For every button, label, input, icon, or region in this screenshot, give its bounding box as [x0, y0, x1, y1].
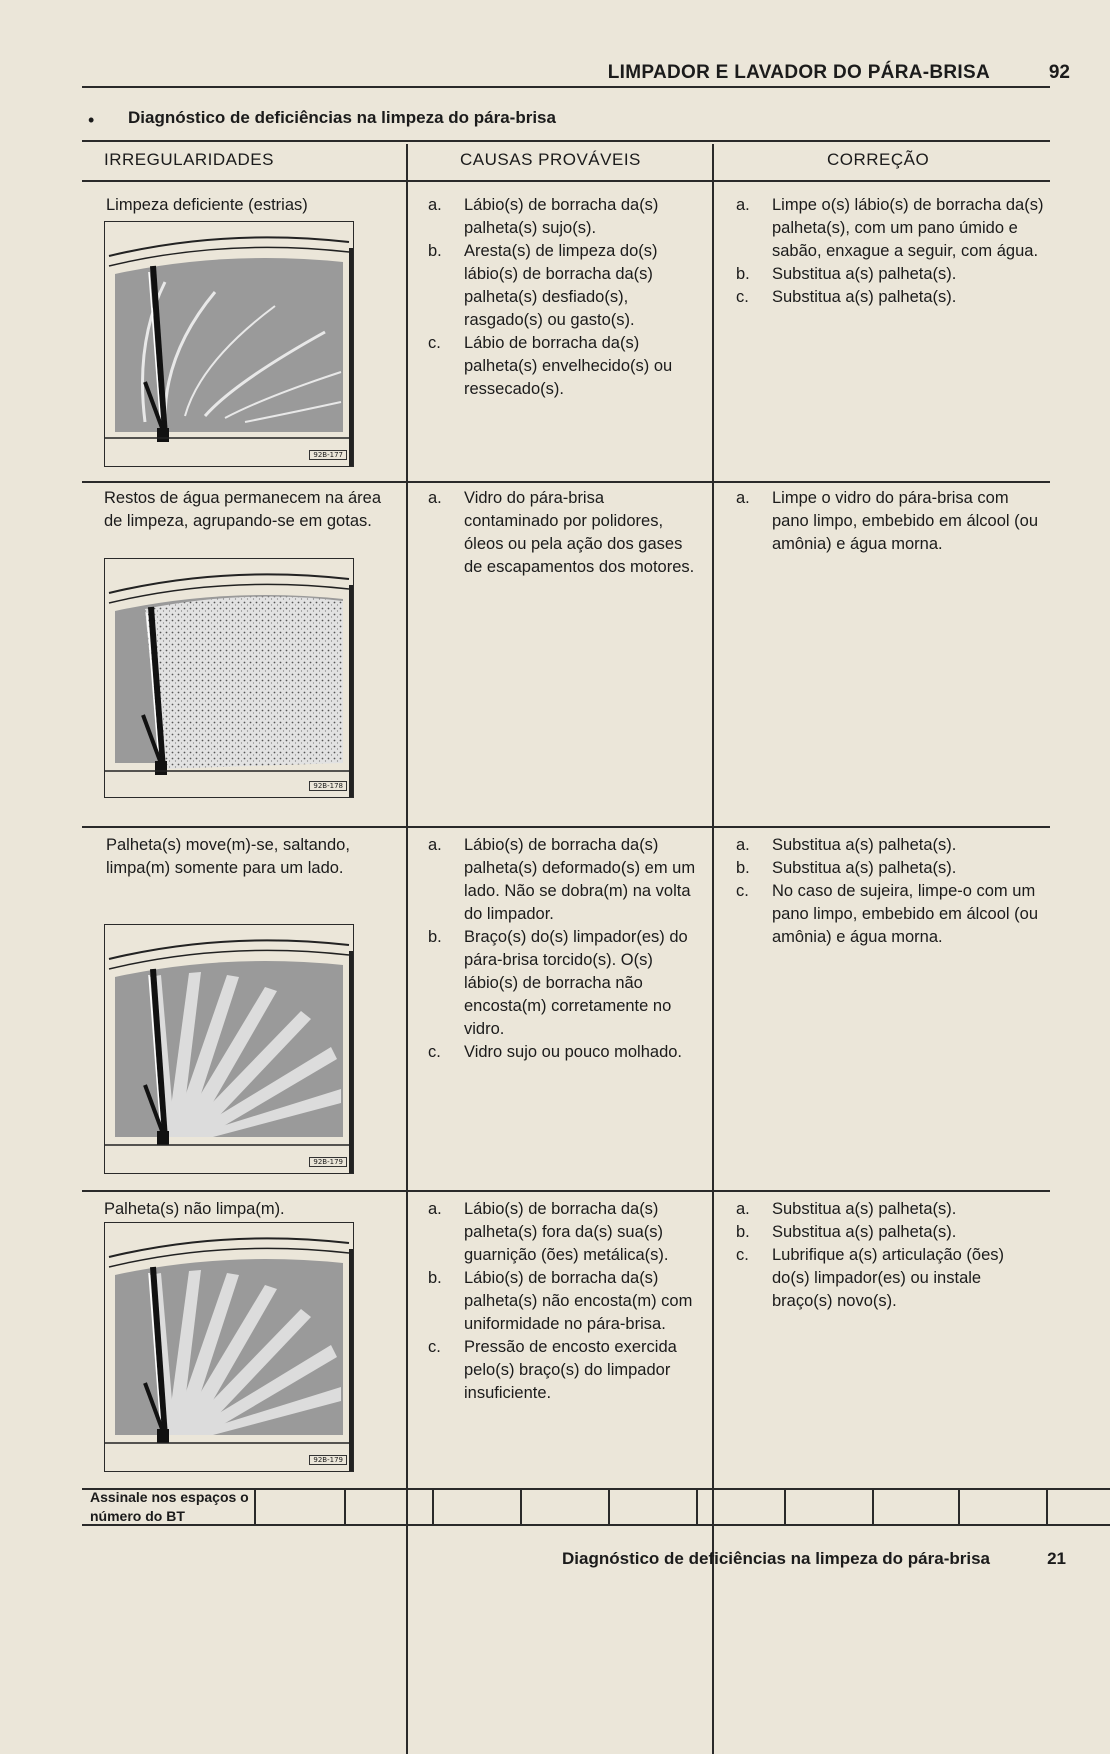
corrections-list — [736, 487, 1046, 556]
cause-label: a. — [428, 489, 442, 507]
causes-list — [428, 1198, 698, 1405]
figure-code: 92B-178 — [309, 781, 347, 791]
windshield-drops-illustration — [105, 559, 353, 797]
column-header-correction: CORREÇÃO — [827, 150, 930, 169]
figure-code: 92B-179 — [309, 1455, 347, 1465]
cause-text: Lábio(s) de borracha da(s) palheta(s) sujo(s). — [464, 196, 659, 237]
correction-text: Substitua a(s) palheta(s). — [772, 288, 957, 306]
correction-item — [736, 263, 1046, 286]
show-through-text — [490, 44, 496, 70]
cause-label: c. — [428, 1338, 441, 1356]
row-separator — [82, 1190, 1050, 1192]
cause-item — [428, 834, 698, 926]
correction-text: Substitua a(s) palheta(s). — [772, 859, 957, 877]
correction-item — [736, 1244, 1046, 1313]
cause-item — [428, 1267, 698, 1336]
correction-label: b. — [736, 859, 750, 877]
corrections-list — [736, 194, 1046, 309]
figure-code: 92B-177 — [309, 450, 347, 460]
correction-text: Limpe o(s) lábio(s) de borracha da(s) palheta(s), com um pano úmido e sabão, enxague a seguir, com água. — [772, 196, 1044, 260]
windshield-streaks-illustration — [105, 222, 353, 466]
correction-label: b. — [736, 1223, 750, 1241]
sign-instruction: Assinale nos espaços o número do BT — [90, 1489, 249, 1524]
cause-text: Lábio de borracha da(s) palheta(s) envelhecido(s) ou ressecado(s). — [464, 334, 673, 398]
irregularity-text: Palheta(s) não limpa(m). — [104, 1200, 285, 1218]
cause-text: Pressão de encosto exercida pelo(s) braço(s) do limpador insuficiente. — [464, 1338, 677, 1402]
irregularity-text: Limpeza deficiente (estrias) — [106, 196, 308, 214]
column-header-irregularities: IRREGULARIDADES — [104, 150, 274, 169]
figure-code: 92B-179 — [309, 1157, 347, 1167]
correction-item — [736, 880, 1046, 949]
column-divider-2 — [712, 144, 714, 1754]
correction-item — [736, 857, 1046, 880]
bt-box-divider — [696, 1488, 698, 1526]
footer-title: Diagnóstico de deficiências na limpeza do pára-brisa — [562, 1549, 990, 1568]
correction-item — [736, 194, 1046, 263]
correction-item — [736, 834, 1046, 857]
correction-text: Substitua a(s) palheta(s). — [772, 1200, 957, 1218]
cause-text: Lábio(s) de borracha da(s) palheta(s) não encosta(m) com uniformidade no pára-brisa. — [464, 1269, 693, 1333]
irregularity-text: Palheta(s) move(m)-se, saltando, limpa(m) somente para um lado. — [106, 836, 350, 877]
wiper-not-cleaning-figure — [104, 1222, 354, 1472]
cause-label: a. — [428, 836, 442, 854]
correction-label: a. — [736, 196, 750, 214]
section-title: Diagnóstico de deficiências na limpeza do pára-brisa — [128, 108, 556, 127]
cause-text: Lábio(s) de borracha da(s) palheta(s) fora da(s) sua(s) guarnição (ões) metálica(s). — [464, 1200, 669, 1264]
correction-label: a. — [736, 836, 750, 854]
causes-list — [428, 834, 698, 1064]
row-separator — [82, 826, 1050, 828]
cause-label: a. — [428, 196, 442, 214]
cause-item — [428, 926, 698, 1041]
cause-item — [428, 1198, 698, 1267]
correction-item — [736, 487, 1046, 556]
cause-text: Vidro do pára-brisa contaminado por polidores, óleos ou pela ação dos gases de escapamentos dos motores. — [464, 489, 695, 576]
correction-text: No caso de sujeira, limpe-o com um pano limpo, embebido em álcool (ou amônia) e água morna. — [772, 882, 1038, 946]
cause-label: b. — [428, 1269, 442, 1287]
bt-box-divider — [344, 1488, 346, 1526]
bt-box-divider — [432, 1488, 434, 1526]
bt-box-divider — [520, 1488, 522, 1526]
header-rule — [82, 86, 1050, 88]
cause-label: b. — [428, 928, 442, 946]
correction-text: Substitua a(s) palheta(s). — [772, 265, 957, 283]
bt-box-divider — [872, 1488, 874, 1526]
correction-text: Lubrifique a(s) articulação (ões) do(s) limpador(es) ou instale braço(s) novo(s). — [772, 1246, 1005, 1310]
cause-text: Aresta(s) de limpeza do(s) lábio(s) de borracha da(s) palheta(s) desfiado(s), rasgado(s) ou gasto(s). — [464, 242, 658, 329]
correction-item — [736, 1198, 1046, 1221]
header-title: LIMPADOR E LAVADOR DO PÁRA-BRISA — [607, 62, 990, 83]
table-top-rule — [82, 140, 1050, 142]
cause-item — [428, 240, 698, 332]
cause-label: c. — [428, 1043, 441, 1061]
column-header-causes: CAUSAS PROVÁVEIS — [460, 150, 641, 169]
cause-text: Braço(s) do(s) limpador(es) do pára-brisa torcido(s). O(s) lábio(s) de borracha não encosta(m) corretamente no vidro. — [464, 928, 688, 1038]
wiper-streaks-figure — [104, 221, 354, 467]
causes-list — [428, 487, 698, 579]
correction-label: a. — [736, 1200, 750, 1218]
footer-page-number: 21 — [1047, 1549, 1066, 1568]
bt-box-divider — [254, 1488, 256, 1526]
wiper-skipping-figure — [104, 924, 354, 1174]
correction-text: Limpe o vidro do pára-brisa com pano limpo, embebido em álcool (ou amônia) e água morna. — [772, 489, 1038, 553]
correction-item — [736, 1221, 1046, 1244]
bt-box-divider — [784, 1488, 786, 1526]
correction-text: Substitua a(s) palheta(s). — [772, 836, 957, 854]
cause-item — [428, 194, 698, 240]
bt-box-divider — [1046, 1488, 1048, 1526]
correction-label: c. — [736, 288, 749, 306]
correction-label: b. — [736, 265, 750, 283]
row-separator — [82, 481, 1050, 483]
cause-label: a. — [428, 1200, 442, 1218]
cause-item — [428, 1041, 698, 1064]
irregularity-text: Restos de água permanecem na área de limpeza, agrupando-se em gotas. — [104, 489, 382, 530]
header-page-number: 92 — [1048, 62, 1070, 83]
bullet-icon: • — [88, 110, 95, 130]
bt-box-divider — [958, 1488, 960, 1526]
cause-item — [428, 1336, 698, 1405]
corrections-list — [736, 834, 1046, 949]
cause-item — [428, 487, 698, 579]
correction-text: Substitua a(s) palheta(s). — [772, 1223, 957, 1241]
cause-text: Lábio(s) de borracha da(s) palheta(s) deformado(s) em um lado. Não se dobra(m) na volta do limpador. — [464, 836, 696, 923]
windshield-not-cleaning-illustration — [105, 1223, 353, 1471]
correction-label: a. — [736, 489, 750, 507]
water-drops-figure — [104, 558, 354, 798]
cause-item — [428, 332, 698, 401]
column-divider-1 — [406, 144, 408, 1754]
cause-label: b. — [428, 242, 442, 260]
cause-label: c. — [428, 334, 441, 352]
correction-item — [736, 286, 1046, 309]
correction-label: c. — [736, 882, 749, 900]
bt-box-divider — [608, 1488, 610, 1526]
windshield-skipping-illustration — [105, 925, 353, 1173]
table-header-rule — [82, 180, 1050, 182]
corrections-list — [736, 1198, 1046, 1313]
causes-list — [428, 194, 698, 401]
correction-label: c. — [736, 1246, 749, 1264]
cause-text: Vidro sujo ou pouco molhado. — [464, 1043, 683, 1061]
